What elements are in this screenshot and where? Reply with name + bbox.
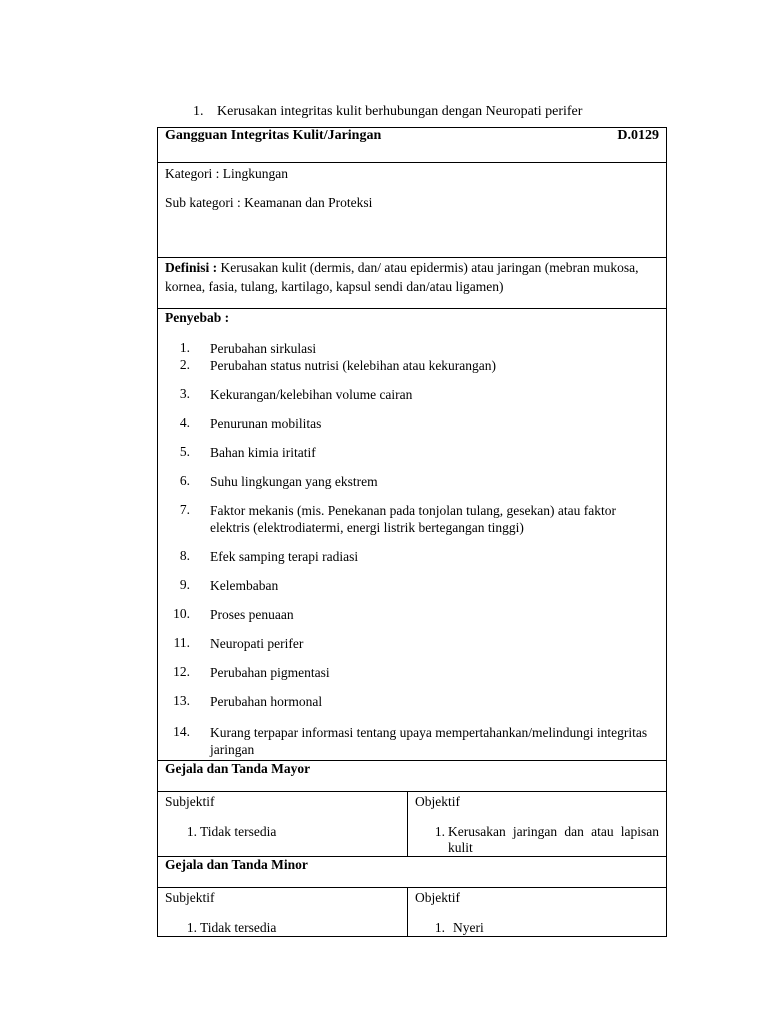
list-item: 1. Nyeri (434, 920, 484, 935)
list-item: 1. Tidak tersedia (186, 920, 277, 935)
causes-cell (158, 309, 667, 761)
list-item: 2. Perubahan status nutrisi (kelebihan atau kekurangan) (179, 357, 497, 373)
objektif-label: Objektif (415, 794, 460, 809)
title-cell (158, 128, 667, 163)
list-item: 11. Neuropati perifer (173, 635, 304, 651)
category-cell (158, 163, 667, 258)
definisi-text: Kerusakan kulit (dermis, dan/ atau epidermis) atau jaringan (mebran mukosa, kornea, fasia, tulang, kartilago, kapsul sendi dan/atau ligamen) (165, 260, 639, 294)
list-item: 5. Bahan kimia iritatif (179, 444, 316, 460)
list-item: 3. Kekurangan/kelebihan volume cairan (179, 386, 413, 402)
definisi-label: Definisi : (165, 260, 218, 275)
diagnosis-code: D.0129 (617, 128, 660, 143)
subkategori-text: Sub kategori : Keamanan dan Proteksi (165, 195, 373, 210)
minor-header: Gejala dan Tanda Minor (158, 857, 667, 888)
penyebab-label: Penyebab : (165, 310, 230, 325)
diagnosis-title: Gangguan Integritas Kulit/Jaringan (165, 128, 382, 143)
heading-number: 1. (193, 104, 204, 119)
list-item: 14. Kurang terpapar informasi tentang upaya mempertahankan/melindungi integritas jaringan (173, 724, 648, 757)
list-item: 12. Perubahan pigmentasi (173, 664, 330, 680)
list-item: 7. Faktor mekanis (mis. Penekanan pada tonjolan tulang, gesekan) atau faktor elektris (elektrodiatermi, energi listrik bertegangan tinggi) (179, 502, 617, 535)
list-item: 1. Tidak tersedia (186, 824, 277, 839)
list-item: 13. Perubahan hormonal (173, 693, 323, 709)
list-item: 6. Suhu lingkungan yang ekstrem (179, 473, 378, 489)
subjektif-label: Subjektif (165, 794, 215, 809)
diagnosis-heading (193, 104, 582, 120)
list-item: 8. Efek samping terapi radiasi (179, 548, 359, 564)
minor-objektif-cell (408, 888, 667, 937)
heading-text: Kerusakan integritas kulit berhubungan dengan Neuropati perifer (217, 104, 583, 119)
list-item: 1. Kerusakan jaringan dan atau lapisan kulit (434, 824, 660, 855)
list-item: 1. Perubahan sirkulasi (179, 340, 317, 356)
minor-subjektif-cell (158, 888, 408, 937)
diagnosis-table (157, 127, 667, 937)
mayor-subjektif-cell (158, 792, 408, 857)
kategori-text: Kategori : Lingkungan (165, 166, 288, 181)
causes-list (165, 340, 659, 758)
list-item: 10. Proses penuaan (173, 606, 294, 622)
list-item: 4. Penurunan mobilitas (179, 415, 322, 431)
objektif-label: Objektif (415, 890, 460, 905)
mayor-header: Gejala dan Tanda Mayor (158, 761, 667, 792)
mayor-objektif-cell (408, 792, 667, 857)
definition-cell (158, 258, 667, 309)
subjektif-label: Subjektif (165, 890, 215, 905)
list-item: 9. Kelembaban (179, 577, 279, 593)
